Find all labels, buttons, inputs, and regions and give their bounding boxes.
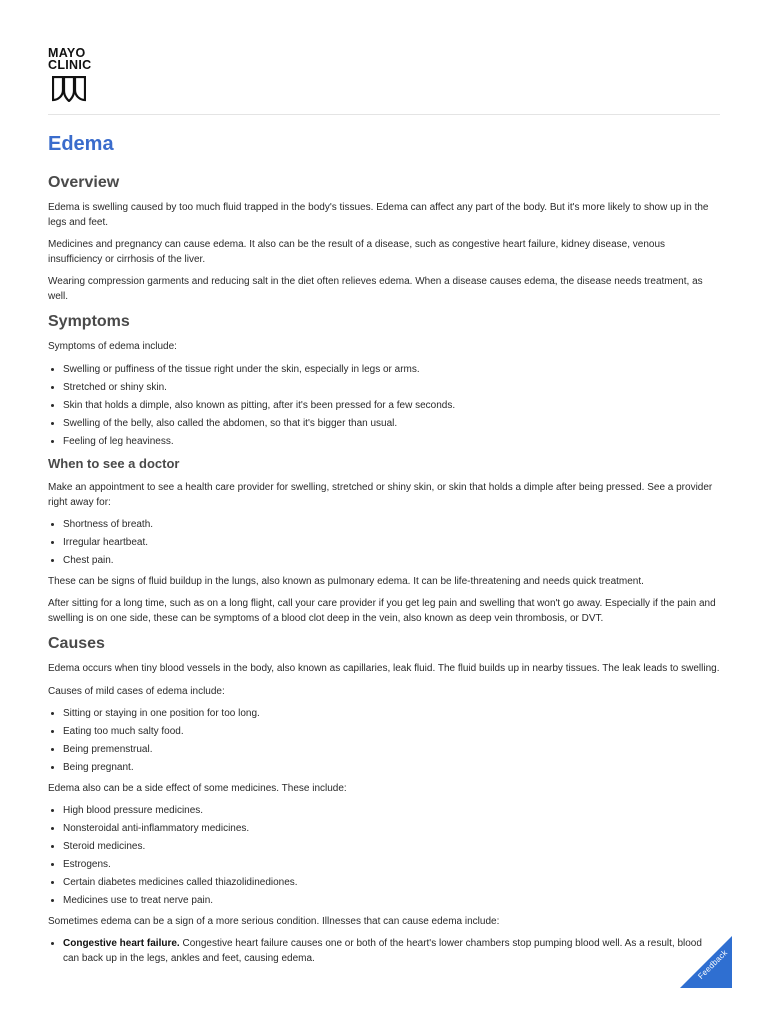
list-item: • Estrogens.	[63, 858, 720, 873]
list-item: • Skin that holds a dimple, also known as pitting, after it's been pressed for a few seconds.	[63, 399, 720, 414]
list-item: • Sitting or staying in one position for too long.	[63, 707, 720, 722]
feedback-button[interactable]	[680, 936, 732, 988]
list-item: • Certain diabetes medicines called thiazolidinediones.	[63, 876, 720, 891]
causes-meds-list	[48, 804, 720, 909]
overview-heading: Overview	[48, 174, 120, 191]
header-divider	[48, 114, 720, 115]
logo-text-line2: CLINIC	[48, 58, 92, 72]
doctor-intro: Make an appointment to see a health care provider for swelling, stretched or shiny skin, or skin that holds a dimple after being pressed. See a provider right away for:	[48, 482, 713, 508]
list-item: • Chest pain.	[63, 554, 720, 569]
doctor-paragraph: After sitting for a long time, such as on a long flight, call your care provider if you get leg pain and swelling that won't go away. Especially if the pain and swelling is on one side, these can be symptoms of a blood clot deep in the vein, also known as deep vein thrombosis, or DVT.	[48, 598, 716, 624]
causes-mild-list	[48, 707, 720, 776]
list-item: • Swelling of the belly, also called the abdomen, so that it's bigger than usual.	[63, 417, 720, 432]
overview-paragraph: Medicines and pregnancy can cause edema. It also can be the result of a disease, such as congestive heart failure, kidney disease, venous insufficiency or cirrhosis of the liver.	[48, 239, 666, 265]
doctor-paragraph: These can be signs of fluid buildup in the lungs, also known as pulmonary edema. It can be life-threatening and needs quick treatment.	[48, 575, 644, 587]
overview-paragraph: Edema is swelling caused by too much fluid trapped in the body's tissues. Edema can affect any part of the body. But it's more likely to show up in the legs and feet.	[48, 202, 709, 228]
causes-heading: Causes	[48, 635, 105, 652]
causes-section	[48, 634, 720, 966]
list-item-term: Congestive heart failure.	[63, 938, 180, 949]
causes-paragraph: Edema occurs when tiny blood vessels in the body, also known as capillaries, leak fluid. The fluid builds up in nearby tissues. The leak leads to swelling.	[48, 663, 720, 674]
list-item: • Stretched or shiny skin.	[63, 381, 720, 396]
list-item: • Medicines use to treat nerve pain.	[63, 894, 720, 909]
list-item: • Nonsteroidal anti-inflammatory medicines.	[63, 822, 720, 837]
logo-text-line1: MAYO	[48, 46, 86, 60]
list-item: • Steroid medicines.	[63, 840, 720, 855]
causes-serious-list	[48, 937, 720, 966]
list-item-text: Congestive heart failure causes one or both of the heart's lower chambers stop pumping blood well. As a result, blood can back up in the legs, ankles and feet, causing edema.	[63, 938, 702, 964]
list-item: • Being pregnant.	[63, 761, 720, 776]
article	[48, 132, 720, 972]
list-item: • Shortness of breath.	[63, 518, 720, 533]
feedback-tab-shape	[680, 936, 732, 988]
causes-serious-intro: Sometimes edema can be a sign of a more serious condition. Illnesses that can cause edema include:	[48, 915, 500, 927]
mayo-clinic-logo[interactable]	[48, 47, 108, 107]
symptoms-intro: Symptoms of edema include:	[48, 341, 177, 352]
list-item: • Being premenstrual.	[63, 743, 720, 758]
overview-section	[48, 173, 720, 304]
list-item: • Irregular heartbeat.	[63, 536, 720, 551]
doctor-list	[48, 518, 720, 569]
list-item: • High blood pressure medicines.	[63, 804, 720, 819]
causes-meds-intro: Edema also can be a side effect of some medicines. These include:	[48, 782, 347, 794]
list-item: • Eating too much salty food.	[63, 725, 720, 740]
list-item: • Feeling of leg heaviness.	[63, 435, 720, 450]
page-title: Edema	[48, 133, 114, 155]
list-item	[63, 937, 720, 966]
causes-mild-intro: Causes of mild cases of edema include:	[48, 685, 225, 697]
symptoms-section	[48, 312, 720, 626]
doctor-heading: When to see a doctor	[48, 456, 180, 471]
symptoms-heading: Symptoms	[48, 313, 130, 330]
mayo-clinic-shields-icon	[52, 76, 86, 102]
overview-paragraph: Wearing compression garments and reducing salt in the diet often relieves edema. When a disease causes edema, the disease needs treatment, as well.	[48, 276, 703, 302]
symptoms-list	[48, 363, 720, 450]
feedback-label: Feedback	[696, 948, 730, 981]
list-item: • Swelling or puffiness of the tissue right under the skin, especially in legs or arms.	[63, 363, 720, 378]
